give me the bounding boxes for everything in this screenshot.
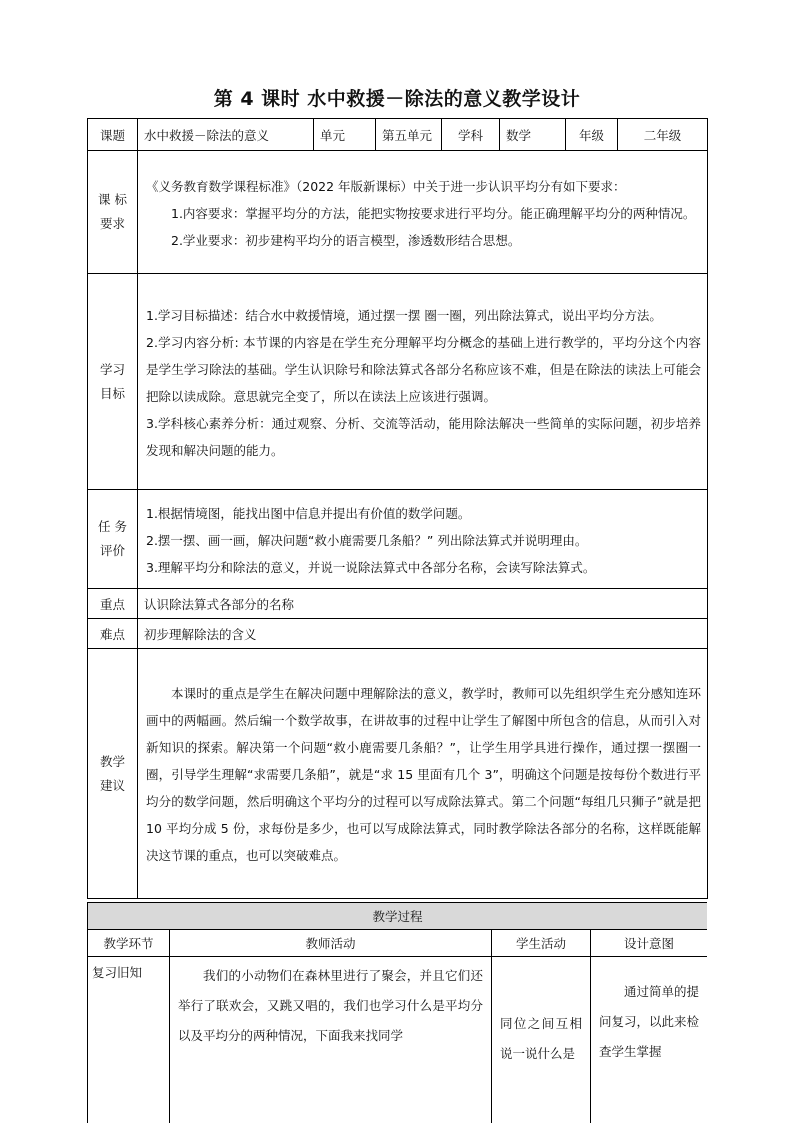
teacher-activity bbox=[170, 957, 492, 1123]
suggestions-label bbox=[88, 649, 138, 899]
column-header-teacher: 教师活动 bbox=[170, 930, 492, 957]
process-header: 教学过程 bbox=[88, 903, 708, 930]
subject-label: 学科 bbox=[442, 119, 500, 151]
standards-content bbox=[138, 151, 708, 274]
column-header-stage: 教学环节 bbox=[88, 930, 170, 957]
student-activity: 同位之间互相说一说什么是 bbox=[492, 957, 591, 1123]
standards-row bbox=[88, 151, 708, 274]
tasks-row bbox=[88, 490, 708, 589]
subject-value: 数学 bbox=[500, 119, 566, 151]
column-header-student: 学生活动 bbox=[492, 930, 591, 957]
key-point-row bbox=[88, 589, 708, 619]
suggestions-text: 本课时的重点是学生在解决问题中理解除法的意义，教学时，教师可以先组织学生充分感知连环画中的两幅画。然后编一个数学故事，在讲故事的过程中让学生了解图中所包含的信息，从而引入对新知识的探索。解决第一个问题“救小鹿需要几条船？”，让学生用学具进行操作，通过摆一摆圈一圈，引导学生理解“求需要几条船”，就是“求 15 里面有几个 3”，明确这个问题是按每份个数进行平均分的数学问题，然后明确这个平均分的过程可以写成除法算式。第二个问题“每组几只狮子”就是把 10 平均分成 5 份，求每份是多少，也可以写成除法算式，同时教学除法各部分的名称，这样既能解决这节课的重点，也可以突破难点。 bbox=[146, 686, 701, 863]
lesson-plan-table bbox=[87, 118, 708, 899]
grade-value: 二年级 bbox=[618, 119, 708, 151]
topic-value: 水中救援－除法的意义 bbox=[138, 119, 314, 151]
tasks-line: 3.理解平均分和除法的意义，并说一说除法算式中各部分名称，会读写除法算式。 bbox=[146, 559, 596, 575]
suggestions-content bbox=[138, 649, 708, 899]
standards-label-text: 课 标 要求 bbox=[98, 192, 127, 231]
process-column-headers bbox=[88, 930, 708, 957]
teaching-process-table bbox=[87, 902, 707, 1123]
objectives-content bbox=[138, 274, 708, 490]
unit-value: 第五单元 bbox=[376, 119, 442, 151]
objectives-line: 1.学习目标描述：结合水中救援情境，通过摆一摆 圈一圈，列出除法算式，说出平均分方法。 bbox=[146, 307, 662, 323]
difficulty-value: 初步理解除法的含义 bbox=[138, 619, 708, 649]
teaching-process-section bbox=[87, 902, 707, 1123]
standards-line: 1.内容要求：掌握平均分的方法，能把实物按要求进行平均分。能正确理解平均分的两种情况。 bbox=[171, 205, 696, 221]
key-point-label: 重点 bbox=[88, 589, 138, 619]
difficulty-label: 难点 bbox=[88, 619, 138, 649]
unit-label: 单元 bbox=[314, 119, 376, 151]
teacher-activity-text: 我们的小动物们在森林里进行了聚会，并且它们还举行了联欢会，又跳又唱的，我们也学习什么是平均分以及平均分的两种情况，下面我来找同学 bbox=[178, 968, 483, 1043]
process-row-review bbox=[88, 957, 708, 1123]
grade-label: 年级 bbox=[566, 119, 618, 151]
tasks-content bbox=[138, 490, 708, 589]
stage-review: 复习旧知 bbox=[88, 957, 170, 1123]
document-title: 第 4 课时 水中救援－除法的意义教学设计 bbox=[213, 88, 581, 110]
objectives-row bbox=[88, 274, 708, 490]
topic-label: 课题 bbox=[88, 119, 138, 151]
header-row bbox=[88, 119, 708, 151]
tasks-label bbox=[88, 490, 138, 589]
column-header-intent: 设计意图 bbox=[591, 930, 708, 957]
objectives-label-text: 学习 目标 bbox=[99, 361, 125, 401]
tasks-label-text: 任 务 评价 bbox=[98, 519, 127, 558]
suggestions-row bbox=[88, 649, 708, 899]
standards-line: 2.学业要求：初步建构平均分的语言模型，渗透数形结合思想。 bbox=[171, 232, 521, 248]
design-intent bbox=[591, 957, 708, 1123]
standards-line: 《义务教育数学课程标准》（2022 年版新课标）中关于进一步认识平均分有如下要求： bbox=[146, 178, 626, 194]
design-intent-text: 通过简单的提问复习，以此来检查学生掌握 bbox=[599, 984, 700, 1059]
standards-label bbox=[88, 151, 138, 274]
suggestions-label-text: 教学 建议 bbox=[99, 753, 125, 793]
difficulty-row bbox=[88, 619, 708, 649]
key-point-value: 认识除法算式各部分的名称 bbox=[138, 589, 708, 619]
tasks-line: 1.根据情境图，能找出图中信息并提出有价值的数学问题。 bbox=[146, 505, 471, 521]
tasks-line: 2.摆一摆、画一画，解决问题“救小鹿需要几条船？” 列出除法算式并说明理由。 bbox=[146, 532, 588, 548]
objectives-line: 2.学习内容分析: 本节课的内容是在学生充分理解平均分概念的基础上进行教学的，平均分这个内容是学生学习除法的基础。学生认识除号和除法算式各部分名称应该不难，但是在除法的读法上可能会把除以读成除。意思就完全变了，所以在读法上应该进行强调。 bbox=[146, 334, 701, 404]
objectives-label bbox=[88, 274, 138, 490]
objectives-line: 3.学科核心素养分析：通过观察、分析、交流等活动，能用除法解决一些简单的实际问题，初步培养发现和解决问题的能力。 bbox=[146, 415, 701, 458]
